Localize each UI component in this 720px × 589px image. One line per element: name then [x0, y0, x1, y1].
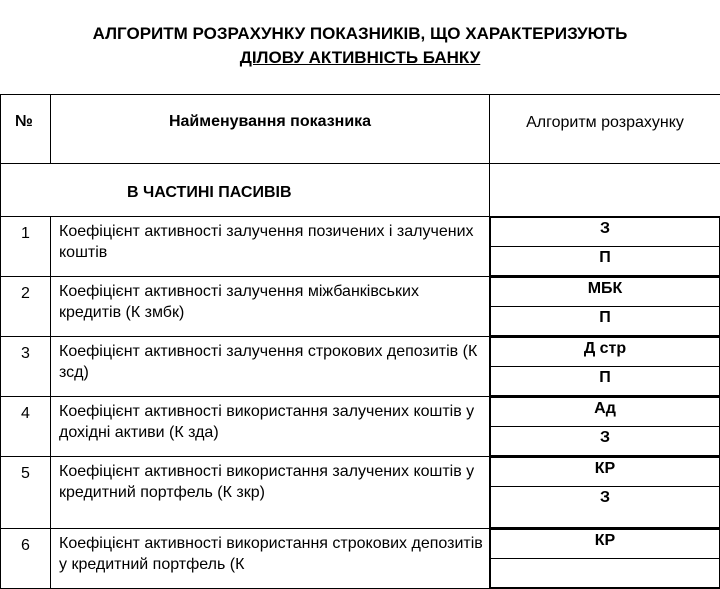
row-name: Коефіцієнт активності використання залучених коштів у дохідні активи (К зда) [51, 397, 490, 457]
row-formula [490, 337, 720, 397]
row-formula [490, 397, 720, 457]
table-header-row [1, 95, 720, 164]
title-line-1: АЛГОРИТМ РОЗРАХУНКУ ПОКАЗНИКІВ, ЩО ХАРАКТЕРИЗУЮТЬ [0, 22, 720, 46]
formula-numerator: КР [491, 530, 720, 559]
row-name: Коефіцієнт активності використання залучених коштів у кредитний портфель (К зкр) [51, 457, 490, 529]
row-num: 5 [1, 457, 51, 529]
formula-numerator: З [491, 218, 720, 247]
row-formula [490, 457, 720, 529]
formula-numerator: КР [491, 458, 720, 487]
row-formula [490, 277, 720, 337]
formula-numerator: Д стр [491, 338, 720, 367]
row-name: Коефіцієнт активності використання строкових депозитів у кредитний портфель (К [51, 529, 490, 589]
table-row [1, 217, 720, 277]
section-row [1, 164, 720, 217]
formula-denominator: П [491, 367, 720, 396]
section-empty-cell [490, 164, 720, 217]
table-row [1, 337, 720, 397]
section-label: В ЧАСТИНІ ПАСИВІВ [1, 164, 490, 217]
row-num: 2 [1, 277, 51, 337]
table-row [1, 397, 720, 457]
table-row [1, 277, 720, 337]
formula-denominator: П [491, 247, 720, 276]
formula-numerator: МБК [491, 278, 720, 307]
row-num: 4 [1, 397, 51, 457]
header-algorithm: Алгоритм розрахунку [490, 95, 720, 164]
page-title [0, 22, 720, 70]
row-formula [490, 529, 720, 589]
title-line-2: ДІЛОВУ АКТИВНІСТЬ БАНКУ [0, 46, 720, 70]
table-row [1, 457, 720, 529]
header-name: Найменування показника [51, 95, 490, 164]
formula-denominator: З [491, 427, 720, 456]
formula-denominator: З [491, 487, 720, 528]
header-num: № [1, 95, 51, 164]
row-name: Коефіцієнт активності залучення строкових депозитів (К зсд) [51, 337, 490, 397]
formula-numerator: Ад [491, 398, 720, 427]
row-name: Коефіцієнт активності залучення позичених і залучених коштів [51, 217, 490, 277]
row-formula [490, 217, 720, 277]
formula-denominator: П [491, 307, 720, 336]
formula-denominator [491, 559, 720, 588]
row-name: Коефіцієнт активності залучення міжбанківських кредитів (К змбк) [51, 277, 490, 337]
row-num: 3 [1, 337, 51, 397]
table-row [1, 529, 720, 589]
indicators-table [0, 94, 720, 589]
row-num: 6 [1, 529, 51, 589]
row-num: 1 [1, 217, 51, 277]
